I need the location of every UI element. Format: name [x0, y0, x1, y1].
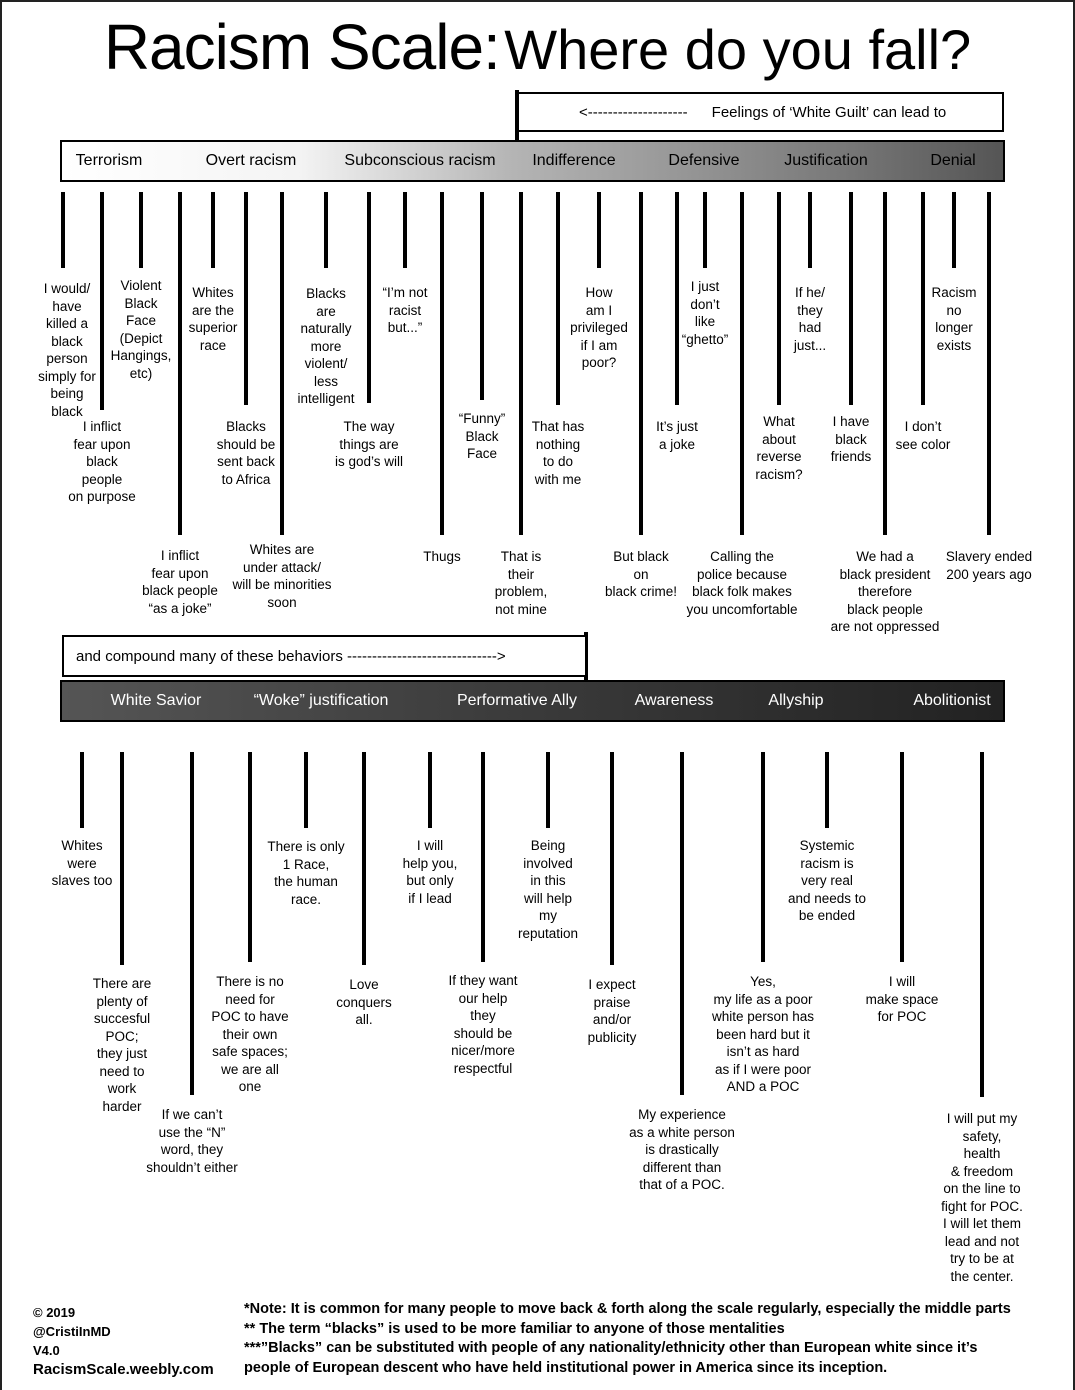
allyship-item-bar [900, 752, 904, 962]
scale-band-racism [60, 140, 1005, 182]
footer-note: ** The term “blacks” is used to be more familiar to anyone of those mentalities [244, 1320, 785, 1337]
racism-item-label: “Funny” Black Face [458, 411, 506, 461]
footer-credits [33, 1303, 214, 1379]
racism-item-label: Thugs [423, 549, 461, 564]
allyship-stage: White Savior [110, 692, 202, 709]
racism-item-bar [480, 192, 484, 400]
allyship-item-label: I will put my safety, health & freedom on the line to fight for POC. I will let them lead and not try to be at the center. [941, 1111, 1023, 1284]
racism-item-label: I would/ have killed a black person simply for being black [38, 281, 96, 419]
allyship-item-label: Systemic racism is very real and needs to be ended [787, 838, 867, 923]
racism-item-bar [61, 192, 65, 268]
racism-item-label: That is their problem, not mine [494, 549, 548, 617]
frame-left-border [0, 0, 2, 1390]
allyship-item-label: Yes, my life as a poor white person has been hard but it isn’t as hard as if I were poor AND a POC [711, 974, 815, 1094]
racism-item-bar [139, 192, 143, 268]
page-title [0, 10, 1075, 84]
version: V4.0 [33, 1343, 60, 1358]
racism-item-bar [703, 192, 707, 268]
racism-item-label: I inflict fear upon black people “as a joke” [142, 548, 218, 616]
allyship-stage: Allyship [768, 692, 824, 709]
racism-item-label: Blacks should be sent back to Africa [216, 419, 276, 487]
allyship-item-label: I will make space for POC [865, 974, 939, 1024]
racism-item-label: I have black friends [830, 414, 872, 464]
racism-item-label: The way things are is god’s will [334, 419, 404, 469]
footer-note: ***”Blacks” can be substituted with people of any nationality/ethnicity other than European white since it’s [244, 1340, 978, 1356]
racism-stage: Defensive [668, 152, 740, 169]
allyship-item-label: If we can’t use the “N” word, they shouldn’t either [146, 1107, 238, 1175]
allyship-item-bar [610, 752, 614, 965]
compound-behaviors-note-text: and compound many of these behaviors ------------------------------> [76, 647, 506, 665]
racism-stage: Indifference [532, 152, 616, 169]
frame-top-border [0, 0, 1075, 2]
footer-note: people of European descent who have held institutional power in America since its inception. [244, 1359, 888, 1376]
allyship-stage: “Woke” justification [253, 692, 389, 709]
title-main: Racism Scale: [103, 11, 500, 83]
racism-item-bar [211, 192, 215, 268]
racism-item-bar [849, 192, 853, 405]
racism-stage: Overt racism [205, 152, 297, 169]
site-url: RacismScale.weebly.com [33, 1361, 214, 1378]
racism-stage: Justification [784, 152, 868, 169]
racism-stage: Terrorism [75, 152, 143, 169]
allyship-item-bar [546, 752, 550, 828]
allyship-item-bar [428, 752, 432, 828]
racism-item-label: We had a black president therefore black people are not oppressed [830, 549, 940, 634]
racism-item-label: I don’t see color [895, 419, 951, 452]
allyship-item-label: Being involved in this will help my reputation [517, 838, 579, 941]
racism-item-label: I inflict fear upon black people on purpose [68, 419, 136, 504]
racism-stage: Subconscious racism [344, 152, 496, 169]
allyship-item-bar [120, 752, 124, 965]
racism-item-label: That has nothing to do with me [531, 419, 585, 487]
allyship-item-label: There is no need for POC to have their own safe spaces; we are all one [211, 974, 289, 1094]
allyship-item-bar [680, 752, 684, 1095]
allyship-item-label: Love conquers all. [336, 977, 392, 1027]
allyship-stage: Abolitionist [913, 692, 991, 709]
footer-note: *Note: It is common for many people to move back & forth along the scale regularly, especially the middle parts [244, 1301, 1011, 1317]
racism-item-label: Blacks are naturally more violent/ less intelligent [297, 286, 355, 406]
racism-item-bar [740, 192, 744, 535]
racism-item-bar [403, 192, 407, 268]
racism-item-bar [808, 192, 812, 268]
racism-item-bar [324, 192, 328, 268]
allyship-item-bar [304, 752, 308, 828]
author-handle: @CristiInMD [33, 1324, 111, 1339]
racism-item-bar [440, 192, 444, 535]
allyship-item-label: Whites were slaves too [51, 838, 113, 888]
copyright: © 2019 [33, 1305, 76, 1320]
racism-item-bar [244, 192, 248, 405]
allyship-item-label: I will help you, but only if I lead [402, 838, 458, 906]
racism-item-label: If he/ they had just... [793, 285, 827, 353]
racism-item-label: Calling the police because black folk makes you uncomfortable [686, 549, 798, 617]
racism-item-label: What about reverse racism? [755, 414, 803, 482]
allyship-item-label: I expect praise and/or publicity [587, 977, 637, 1045]
allyship-item-bar [80, 752, 84, 828]
racism-item-bar [597, 192, 601, 268]
compound-behaviors-note [62, 635, 587, 677]
racism-item-label: Slavery ended 200 years ago [945, 549, 1033, 582]
left-arrow: <-------------------- [579, 103, 688, 121]
allyship-item-label: My experience as a white person is drastically different than that of a POC. [629, 1107, 735, 1192]
racism-item-label: Racism no longer exists [931, 285, 977, 353]
racism-stage: Denial [930, 152, 976, 169]
title-sub: Where do you fall? [504, 18, 972, 81]
allyship-stage: Performative Ally [456, 692, 578, 709]
racism-item-bar [639, 192, 643, 535]
racism-item-label: But black on black crime! [604, 549, 677, 599]
racism-item-label: I just don’t like “ghetto” [681, 279, 729, 347]
racism-item-label: Violent Black Face (Depict Hangings, etc) [110, 278, 172, 381]
racism-item-label: It’s just a joke [656, 419, 698, 452]
allyship-item-bar [825, 752, 829, 828]
allyship-item-label: There is only 1 Race, the human race. [267, 839, 345, 907]
racism-item-bar [987, 192, 991, 535]
white-guilt-note-text: Feelings of ‘White Guilt’ can lead to [711, 103, 947, 121]
racism-item-label: Whites are under attack/ will be minorities soon [232, 542, 332, 610]
allyship-stage: Awareness [634, 692, 714, 709]
allyship-item-label: There are plenty of succesful POC; they just need to work harder [92, 976, 152, 1114]
allyship-item-bar [980, 752, 984, 1097]
racism-item-label: Whites are the superior race [188, 285, 238, 353]
racism-item-label: How am I privileged if I am poor? [570, 285, 628, 370]
scale-band-allyship [60, 680, 1005, 722]
racism-item-bar [952, 192, 956, 268]
white-guilt-note [517, 92, 1004, 132]
footer-notes [244, 1300, 1064, 1378]
allyship-item-label: If they want our help they should be nicer/more respectful [448, 973, 518, 1076]
racism-item-label: “I’m not racist but...” [382, 285, 428, 335]
racism-item-bar [883, 192, 887, 535]
